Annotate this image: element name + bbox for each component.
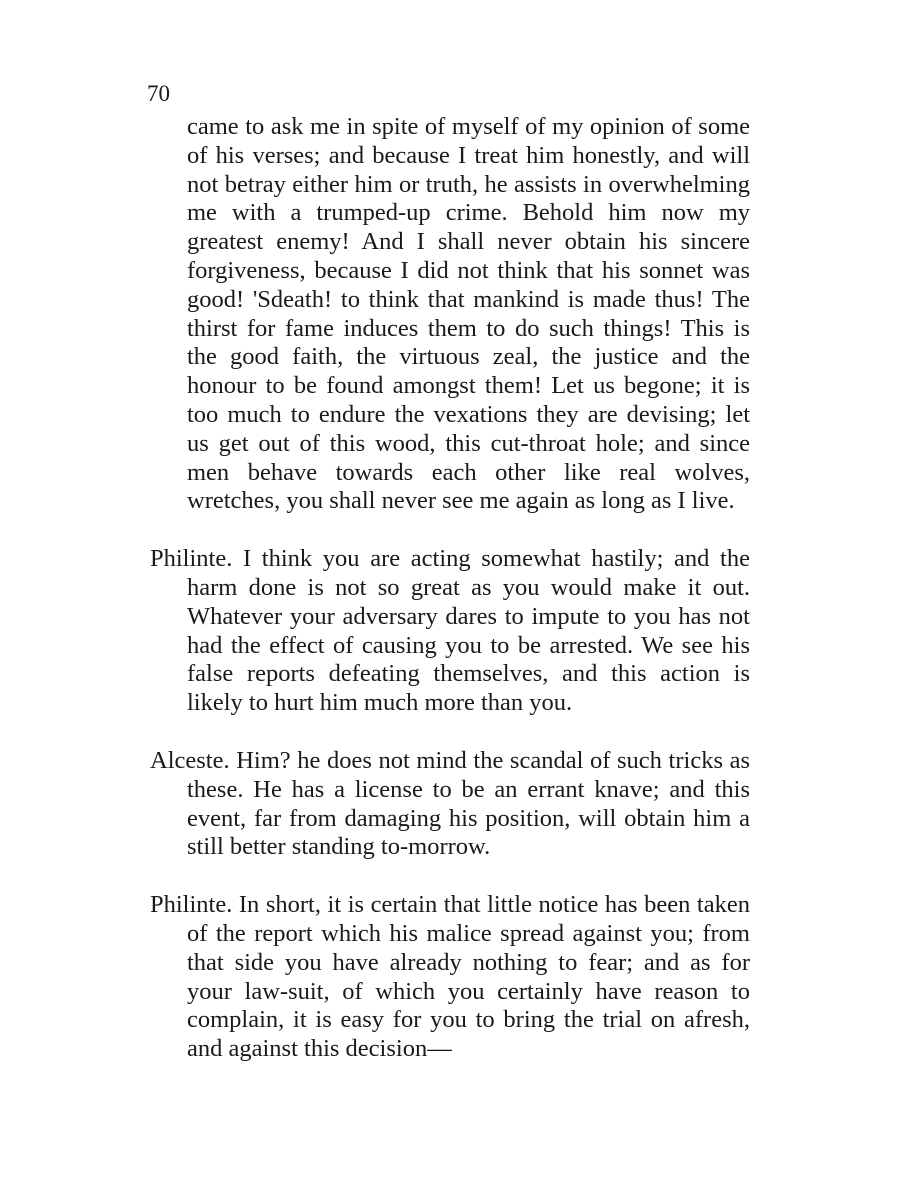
body-text <box>150 113 750 1064</box>
paragraph-philinte-2: Philinte. In short, it is certain that little notice has been taken of the report which his malice spread against you; from that side you have already nothing to fear; and as for your law-suit, of which you certainly have reason to complain, it is easy for you to bring the trial on afresh, and against this decision— <box>150 891 750 1063</box>
page-number: 70 <box>147 81 170 106</box>
paragraph-philinte-1: Philinte. I think you are acting somewhat hastily; and the harm done is not so great as you would make it out. Whatever your adversary dares to impute to you has not had the effect of causing you to be arrested. We see his false reports defeating themselves, and this action is likely to hurt him much more than you. <box>150 545 750 717</box>
paragraph-continued: came to ask me in spite of myself of my opinion of some of his verses; and because I treat him honestly, and will not betray either him or truth, he assists in overwhelming me with a trumped-up crime. Behold him now my greatest enemy! And I shall never obtain his sincere forgiveness, because I did not think that his sonnet was good! 'Sdeath! to think that mankind is made thus! The thirst for fame induces them to do such things! This is the good faith, the virtuous zeal, the justice and the honour to be found amongst them! Let us begone; it is too much to endure the vexations they are devising; let us get out of this wood, this cut-throat hole; and since men behave towards each other like real wolves, wretches, you shall never see me again as long as I live. <box>187 113 750 515</box>
paragraph-alceste: Alceste. Him? he does not mind the scandal of such tricks as these. He has a license to be an errant knave; and this event, far from damaging his position, will obtain him a still better standing to-morrow. <box>150 746 750 861</box>
